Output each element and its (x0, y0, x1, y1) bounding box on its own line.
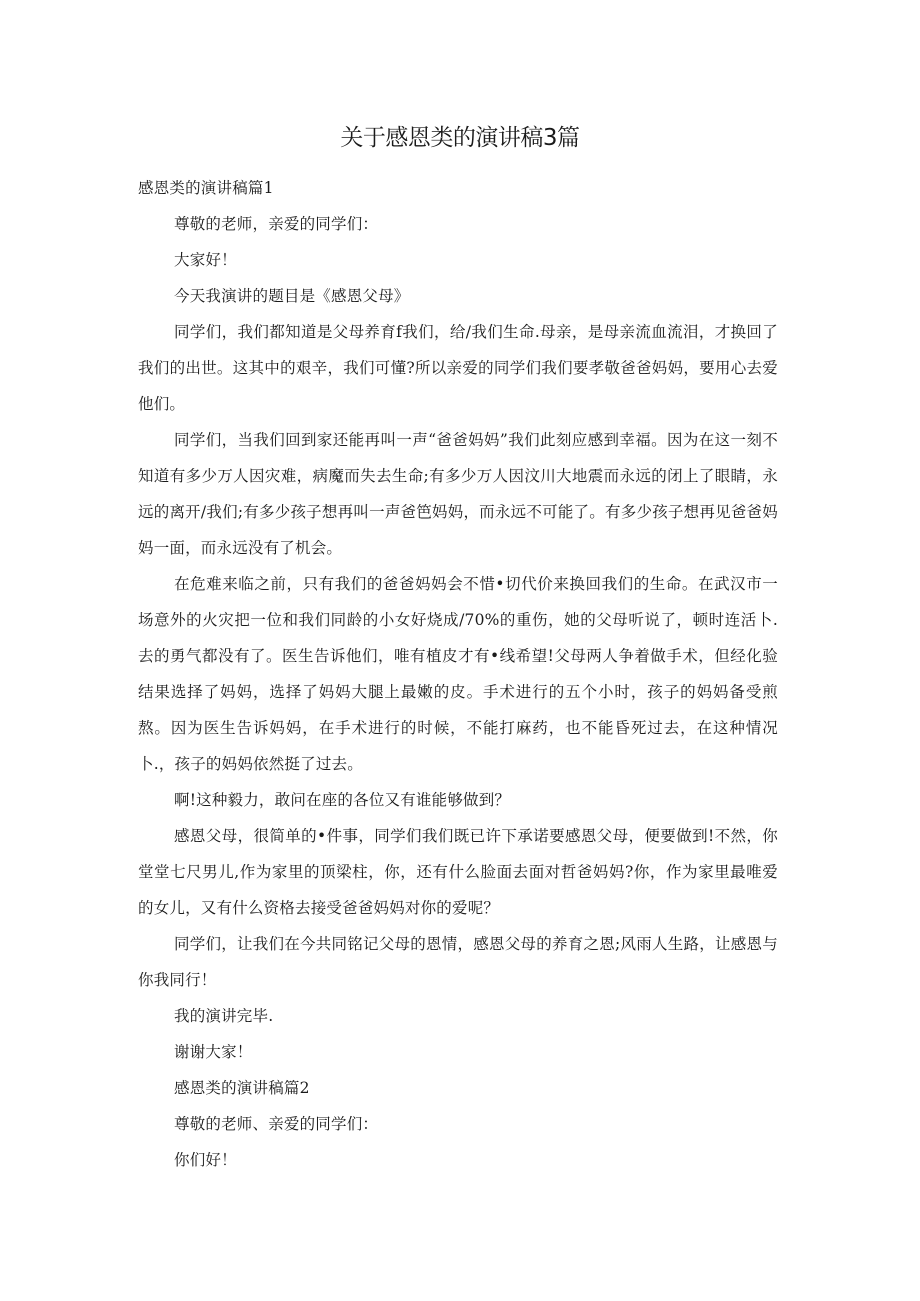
speech-topic: 今天我演讲的题目是《感恩父母》 (174, 287, 410, 305)
paragraph: 感恩父母，很简单的•件事，同学们我们既已许下承诺要感恩父母，便要做到!不然，你堂堂七尺男儿,作为家里的顶梁柱，你，还有什么脸面去面对哲爸妈妈?你，作为家里最唯爱的女儿，又有什么资格去接受爸爸妈妈对你的爱呢？ (138, 827, 778, 917)
document-body (138, 170, 778, 1178)
greeting-2: 你们好！ (174, 1151, 237, 1169)
paragraph: 同学们，我们都知道是父母养育f我们，给/我们生命.母亲，是母亲流血流泪，才换回了我们的出世。这其中的艰辛，我们可懂?所以亲爱的同学们我们要孝敬爸爸妈妈，要用心去爱他们。 (138, 323, 778, 413)
paragraph: 在危难来临之前，只有我们的爸爸妈妈会不惜•切代价来换回我们的生命。在武汉市一场意外的火灾把一位和我们同龄的小女好烧成/70%的重伤，她的父母听说了，顿时连活卜.去的勇气都没有了。医生告诉他们，唯有植皮才有•线希望!父母两人争着做手术，但经化验结果选择了妈妈，选择了妈妈大腿上最嫩的皮。手术进行的五个小时，孩子的妈妈备受煎熬。因为医生告诉妈妈，在手术进行的时候，不能打麻药，也不能昏死过去，在这种情况卜.，孩子的妈妈依然挺了过去。 (138, 575, 778, 773)
thanks-line: 谢谢大家！ (174, 1043, 253, 1061)
paragraph: 同学们，让我们在今共同铭记父母的恩情，感恩父母的养育之恩;风雨人生路，让感恩与你我同行！ (138, 935, 778, 989)
section-heading-1: 感恩类的演讲稿篇1 (138, 179, 274, 197)
document-title: 关于感恩类的演讲稿3篇 (340, 125, 580, 151)
section-heading-2: 感恩类的演讲稿篇2 (174, 1079, 310, 1097)
salutation: 尊敬的老师，亲爱的同学们： (174, 215, 379, 233)
paragraph: 同学们，当我们回到家还能再叫一声“爸爸妈妈”我们此刻应感到幸福。因为在这一刻不知道有多少万人因灾难，病魔而失去生命;有多少万人因汶川大地震而永远的闭上了眼睛，永远的离开/我们;有多少孩子想再叫一声爸笆妈妈，而永远不可能了。有多少孩子想再见爸爸妈妈一面，而永远没有了机会。 (138, 431, 778, 557)
salutation-2: 尊敬的老师、亲爱的同学们： (174, 1115, 379, 1133)
greeting: 大家好！ (174, 251, 237, 269)
closing-line: 我的演讲完毕. (174, 1007, 274, 1025)
paragraph: 啊!这种毅力，敢问在座的各位又有谁能够做到？ (174, 791, 511, 809)
